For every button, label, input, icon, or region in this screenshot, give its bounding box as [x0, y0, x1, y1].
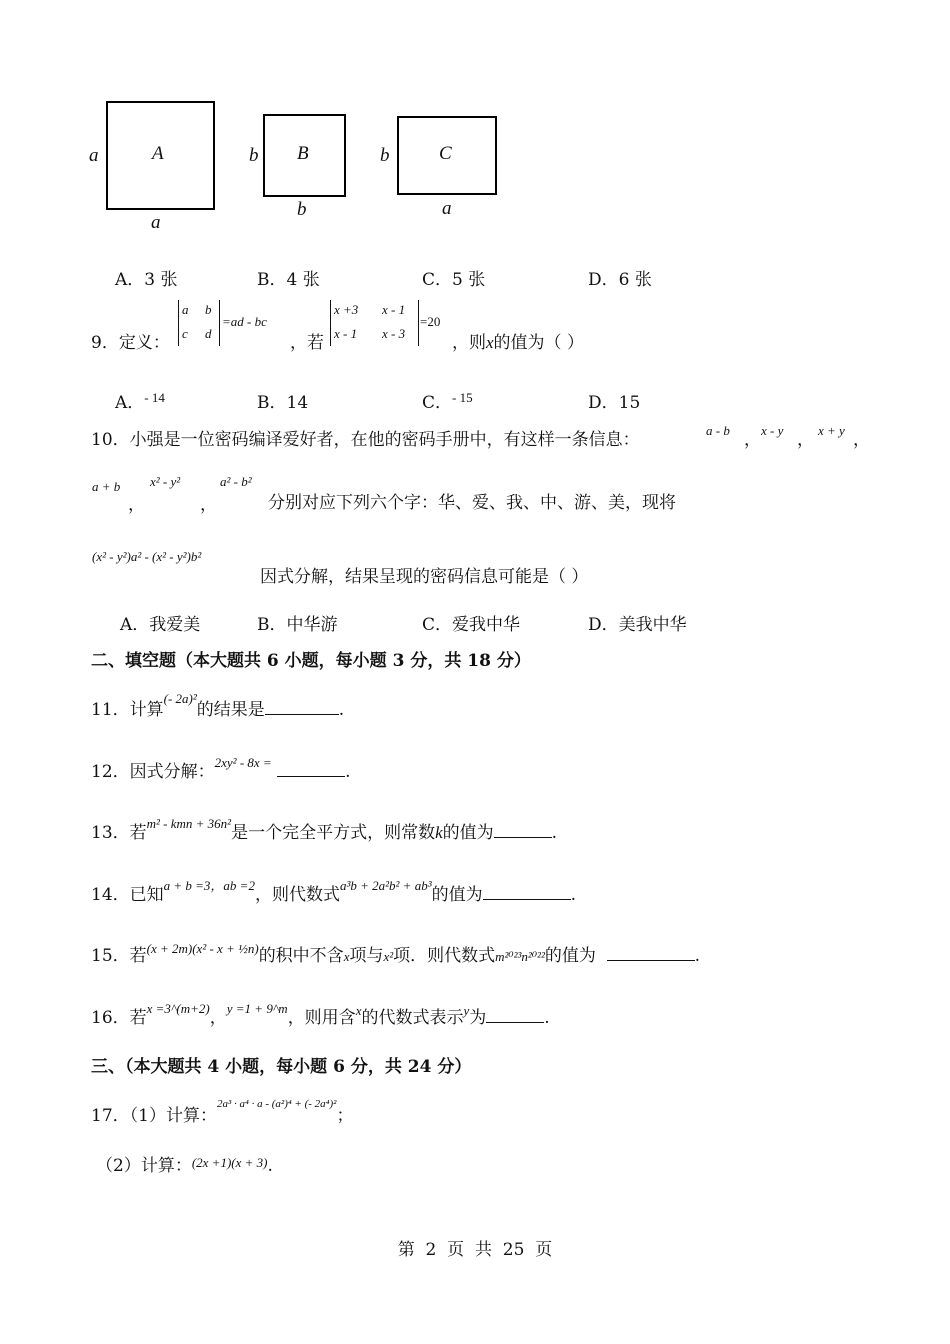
- q16-mid2: 的代数式表示: [361, 1008, 464, 1028]
- q10-comma-5: ，: [200, 495, 217, 515]
- q14-expr: a³b + 2a²b² + ab³: [339, 878, 432, 893]
- q14-end: .: [570, 885, 577, 905]
- q10-comma-1: ，: [744, 430, 761, 450]
- q16-expr-x: x =3^(m+2): [146, 1001, 210, 1016]
- q8-option-d: D．6 张: [588, 270, 652, 290]
- q17-part1: [91, 1098, 354, 1126]
- q9-option-b-key: B．: [257, 393, 287, 413]
- q14-condition: a + b =3，ab =2: [163, 878, 255, 893]
- q9-option-c-key: C．: [422, 393, 453, 413]
- q16-mid: ，则用含: [287, 1008, 356, 1028]
- q12-answer-blank[interactable]: [277, 762, 345, 777]
- q9-det2-r1c1: x +3: [334, 302, 359, 317]
- q14-answer-blank[interactable]: [483, 885, 571, 900]
- q17-expr1: 2a³ · a⁴ · a - (a²)⁴ + (- 2a⁴)²: [216, 1098, 337, 1110]
- q9-suffix-pre: ，则: [452, 333, 486, 353]
- q10-option-b: B．中华游: [257, 615, 338, 635]
- q15-expr: (x + 2m)(x² - x + ½n): [146, 941, 259, 956]
- q15-post: 的值为: [544, 946, 596, 966]
- q10-line2: 分别对应下列六个字：华、爱、我、中、游、美，现将: [268, 493, 676, 513]
- q17-part2-prefix: （2）计算：: [96, 1156, 192, 1176]
- q12-expr: 2xy² - 8x =: [214, 755, 272, 770]
- q14-mid: ，则代数式: [254, 885, 340, 905]
- q9-mid: ，若: [290, 333, 324, 353]
- square-A-side-bottom: a: [151, 212, 161, 233]
- q9-det2-r1c2: x - 1: [382, 302, 406, 317]
- q16-var-x: x: [355, 1003, 362, 1018]
- q10-option-d: D．美我中华: [588, 615, 687, 635]
- q11-prefix: 11．计算: [91, 700, 164, 720]
- q10-comma-2: ，: [797, 430, 814, 450]
- q8-option-c: C．5 张: [422, 270, 486, 290]
- q13-var-k: k: [435, 823, 443, 842]
- q9-var-x: x: [486, 333, 494, 352]
- q15-end: .: [694, 946, 701, 966]
- q10-comma-4: ，: [128, 495, 145, 515]
- q10-expr: (x² - y²)a² - (x² - y²)b²: [92, 549, 202, 564]
- square-A-label: A: [152, 143, 164, 164]
- q15-answer-blank[interactable]: [607, 946, 695, 961]
- q12-end: .: [345, 762, 351, 782]
- q15-mid1: 的积中不含: [258, 946, 344, 966]
- q10-comma-3: ，: [853, 430, 870, 450]
- q17-part2: [96, 1151, 273, 1176]
- q9-option-a-key: A．: [115, 393, 145, 413]
- q11-answer-blank[interactable]: [265, 700, 339, 715]
- q15-mid3: 项．则代数式: [393, 946, 496, 966]
- square-B-label: B: [297, 143, 309, 164]
- q10-expr-1: a - b: [706, 423, 730, 438]
- q11-post: 的结果是: [196, 700, 265, 720]
- q15-prefix: 15．若: [91, 946, 147, 966]
- q9-option-a: [115, 388, 165, 413]
- q10-expr-6: a² - b²: [220, 474, 252, 489]
- q13-end: .: [551, 823, 558, 843]
- q9-option-c-val: - 15: [452, 390, 473, 405]
- q15-mid2: 项与: [349, 946, 384, 966]
- q16-end: .: [544, 1008, 550, 1028]
- q16-post: 为: [469, 1008, 487, 1028]
- q9-eq2: =20: [420, 314, 441, 329]
- q16: 16．若$^{x =3\^{}(m+2)}$，$^{y =1 + 9\^{}m}$，则用含$^x$的代数式表示$^y$为 .: [91, 1001, 550, 1028]
- q10-expr-2: x - y: [761, 423, 784, 438]
- q17-part1-prefix: 17．（1）计算：: [91, 1106, 217, 1126]
- square-A-side-left: a: [89, 145, 99, 166]
- q9-det1-r1c1: a: [182, 302, 189, 317]
- q15-var-2: x²: [383, 949, 394, 964]
- q9-option-b-val: 14: [286, 393, 309, 413]
- q11-end: .: [338, 700, 345, 720]
- q17-end2: .: [267, 1156, 273, 1176]
- q12-prefix: 12．因式分解：: [91, 762, 215, 782]
- q9-det2-r2c1: x - 1: [334, 326, 358, 341]
- q8-option-b: B．4 张: [257, 270, 320, 290]
- q10-option-c: C．爱我中华: [422, 615, 521, 635]
- rect-C-label: C: [439, 143, 452, 164]
- q11-expr: (- 2a)²: [163, 691, 197, 706]
- q9-det1-r1c2: b: [205, 302, 212, 317]
- q17-expr2: (2x +1)(x + 3): [191, 1155, 268, 1170]
- square-B-side-left: b: [249, 145, 259, 166]
- q15: [91, 941, 700, 966]
- section-2-heading: 二、填空题（本大题共 6 小题，每小题 3 分，共 18 分）: [91, 651, 531, 671]
- q15-expr2: m²⁰²³n²⁰²²: [495, 949, 545, 964]
- q9-suffix: [452, 328, 584, 353]
- q9-det1-r2c1: c: [182, 326, 188, 341]
- q14-prefix: 14．已知: [91, 885, 164, 905]
- q12: [91, 757, 351, 782]
- q15-var-1: x: [343, 949, 350, 964]
- section-3-heading: 三、（本大题共 4 小题，每小题 6 分，共 24 分）: [91, 1057, 472, 1077]
- q11: [91, 691, 345, 720]
- q9-option-a-val: - 14: [144, 390, 165, 405]
- page-footer: 第 2 页 共 25 页: [397, 1240, 553, 1260]
- square-B-side-bottom: b: [297, 199, 307, 220]
- q9-option-b: [257, 388, 308, 413]
- q13: [91, 818, 557, 843]
- q14-post: 的值为: [431, 885, 483, 905]
- q9-option-d-val: 15: [618, 393, 641, 413]
- q13-post: 是一个完全平方式，则常数: [231, 823, 436, 843]
- q9-option-d: [588, 388, 640, 413]
- q9-eq1: =ad - bc: [222, 314, 267, 329]
- q10-line3: 因式分解，结果呈现的密码信息可能是（ ）: [260, 567, 589, 587]
- q13-post2: 的值为: [442, 823, 494, 843]
- q17-end1: ；: [336, 1106, 354, 1126]
- rect-C-side-bottom: a: [442, 198, 452, 219]
- q9-option-c: [422, 388, 473, 413]
- q16-expr-y: y =1 + 9^m: [226, 1001, 288, 1016]
- q10-line1: 10．小强是一位密码编译爱好者，在他的密码手册中，有这样一条信息：: [91, 430, 640, 450]
- q9-prefix: 9．定义：: [91, 333, 170, 353]
- q9-det2-r2c2: x - 3: [382, 326, 406, 341]
- q10-expr-4: a + b: [92, 479, 121, 494]
- q10-expr-5: x² - y²: [150, 474, 181, 489]
- q9-det1-r2c2: d: [205, 326, 212, 341]
- q13-expr: m² - kmn + 36n²: [146, 816, 232, 831]
- q16-prefix: 16．若: [91, 1008, 147, 1028]
- q13-prefix: 13．若: [91, 823, 147, 843]
- q16-answer-blank[interactable]: [486, 1008, 544, 1023]
- q14: [91, 880, 576, 905]
- q13-answer-blank[interactable]: [494, 823, 552, 838]
- q9-option-d-key: D．: [588, 393, 619, 413]
- q16-var-y: y: [463, 1003, 470, 1018]
- q9-suffix-post: 的值为（ ）: [493, 333, 584, 353]
- q10-option-a: A．我爱美: [120, 615, 201, 635]
- q8-option-a: A．3 张: [115, 270, 178, 290]
- q10-expr-3: x + y: [818, 423, 845, 438]
- rect-C-side-left: b: [380, 145, 390, 166]
